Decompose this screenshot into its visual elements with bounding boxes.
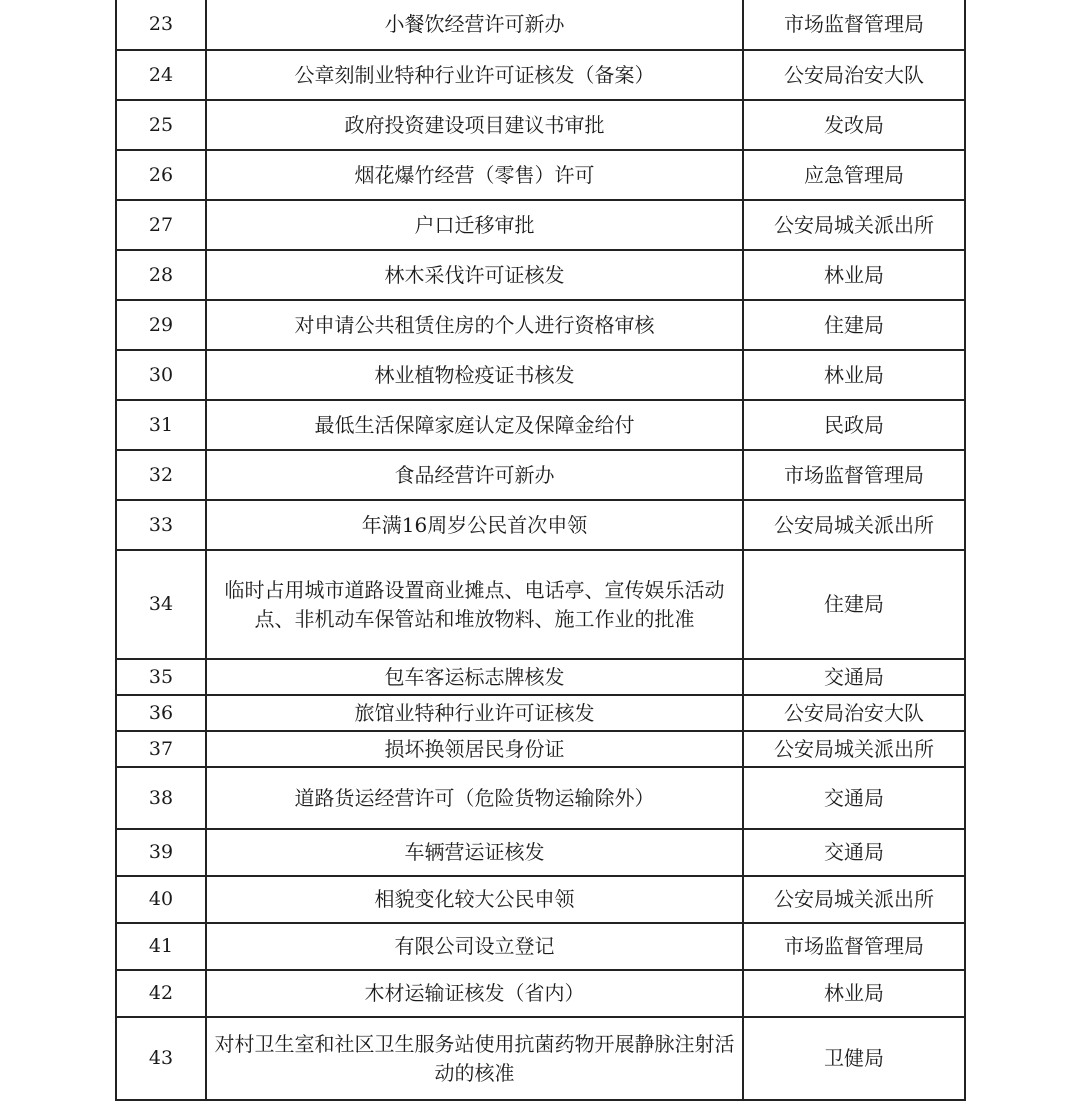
table-row bbox=[116, 200, 965, 250]
table-row bbox=[116, 250, 965, 300]
item-name: 户口迁移审批 bbox=[206, 200, 743, 250]
table-row bbox=[116, 829, 965, 876]
table-row bbox=[116, 100, 965, 150]
row-number: 32 bbox=[116, 450, 206, 500]
row-number: 41 bbox=[116, 923, 206, 970]
item-name: 对申请公共租赁住房的个人进行资格审核 bbox=[206, 300, 743, 350]
item-name: 对村卫生室和社区卫生服务站使用抗菌药物开展静脉注射活动的核准 bbox=[206, 1017, 743, 1100]
table-row bbox=[116, 550, 965, 659]
department: 公安局城关派出所 bbox=[743, 876, 965, 923]
department: 公安局城关派出所 bbox=[743, 500, 965, 550]
row-number: 35 bbox=[116, 659, 206, 695]
row-number: 27 bbox=[116, 200, 206, 250]
item-name: 有限公司设立登记 bbox=[206, 923, 743, 970]
item-name: 食品经营许可新办 bbox=[206, 450, 743, 500]
table-row bbox=[116, 659, 965, 695]
item-name: 年满16周岁公民首次申领 bbox=[206, 500, 743, 550]
department: 交通局 bbox=[743, 829, 965, 876]
table-row bbox=[116, 923, 965, 970]
department: 林业局 bbox=[743, 970, 965, 1017]
department: 交通局 bbox=[743, 659, 965, 695]
row-number: 25 bbox=[116, 100, 206, 150]
department: 卫健局 bbox=[743, 1017, 965, 1100]
row-number: 34 bbox=[116, 550, 206, 659]
row-number: 33 bbox=[116, 500, 206, 550]
row-number: 24 bbox=[116, 50, 206, 100]
row-number: 39 bbox=[116, 829, 206, 876]
table-row bbox=[116, 1017, 965, 1100]
table-row bbox=[116, 876, 965, 923]
item-name: 损坏换领居民身份证 bbox=[206, 731, 743, 767]
department: 市场监督管理局 bbox=[743, 450, 965, 500]
table-row bbox=[116, 695, 965, 731]
permit-items-table bbox=[115, 0, 966, 1101]
item-name: 旅馆业特种行业许可证核发 bbox=[206, 695, 743, 731]
department: 市场监督管理局 bbox=[743, 0, 965, 50]
department: 民政局 bbox=[743, 400, 965, 450]
row-number: 36 bbox=[116, 695, 206, 731]
item-name: 最低生活保障家庭认定及保障金给付 bbox=[206, 400, 743, 450]
department: 公安局治安大队 bbox=[743, 50, 965, 100]
item-name: 车辆营运证核发 bbox=[206, 829, 743, 876]
row-number: 37 bbox=[116, 731, 206, 767]
table-row bbox=[116, 300, 965, 350]
row-number: 40 bbox=[116, 876, 206, 923]
department: 公安局城关派出所 bbox=[743, 200, 965, 250]
row-number: 42 bbox=[116, 970, 206, 1017]
item-name: 相貌变化较大公民申领 bbox=[206, 876, 743, 923]
item-name: 临时占用城市道路设置商业摊点、电话亭、宣传娱乐活动点、非机动车保管站和堆放物料、施工作业的批准 bbox=[206, 550, 743, 659]
department: 公安局城关派出所 bbox=[743, 731, 965, 767]
row-number: 29 bbox=[116, 300, 206, 350]
table-row bbox=[116, 450, 965, 500]
department: 发改局 bbox=[743, 100, 965, 150]
table-row bbox=[116, 500, 965, 550]
row-number: 30 bbox=[116, 350, 206, 400]
table-row bbox=[116, 50, 965, 100]
department: 公安局治安大队 bbox=[743, 695, 965, 731]
row-number: 43 bbox=[116, 1017, 206, 1100]
department: 林业局 bbox=[743, 250, 965, 300]
table-row bbox=[116, 731, 965, 767]
item-name: 木材运输证核发（省内） bbox=[206, 970, 743, 1017]
item-name: 烟花爆竹经营（零售）许可 bbox=[206, 150, 743, 200]
row-number: 31 bbox=[116, 400, 206, 450]
table-row bbox=[116, 150, 965, 200]
row-number: 23 bbox=[116, 0, 206, 50]
item-name: 林木采伐许可证核发 bbox=[206, 250, 743, 300]
department: 应急管理局 bbox=[743, 150, 965, 200]
table-row bbox=[116, 767, 965, 829]
item-name: 道路货运经营许可（危险货物运输除外） bbox=[206, 767, 743, 829]
item-name: 林业植物检疫证书核发 bbox=[206, 350, 743, 400]
table-row bbox=[116, 400, 965, 450]
table-row bbox=[116, 0, 965, 50]
department: 市场监督管理局 bbox=[743, 923, 965, 970]
table-row bbox=[116, 970, 965, 1017]
department: 住建局 bbox=[743, 300, 965, 350]
department: 林业局 bbox=[743, 350, 965, 400]
row-number: 28 bbox=[116, 250, 206, 300]
table-row bbox=[116, 350, 965, 400]
item-name: 小餐饮经营许可新办 bbox=[206, 0, 743, 50]
item-name: 公章刻制业特种行业许可证核发（备案） bbox=[206, 50, 743, 100]
row-number: 26 bbox=[116, 150, 206, 200]
department: 住建局 bbox=[743, 550, 965, 659]
item-name: 政府投资建设项目建议书审批 bbox=[206, 100, 743, 150]
row-number: 38 bbox=[116, 767, 206, 829]
item-name: 包车客运标志牌核发 bbox=[206, 659, 743, 695]
department: 交通局 bbox=[743, 767, 965, 829]
